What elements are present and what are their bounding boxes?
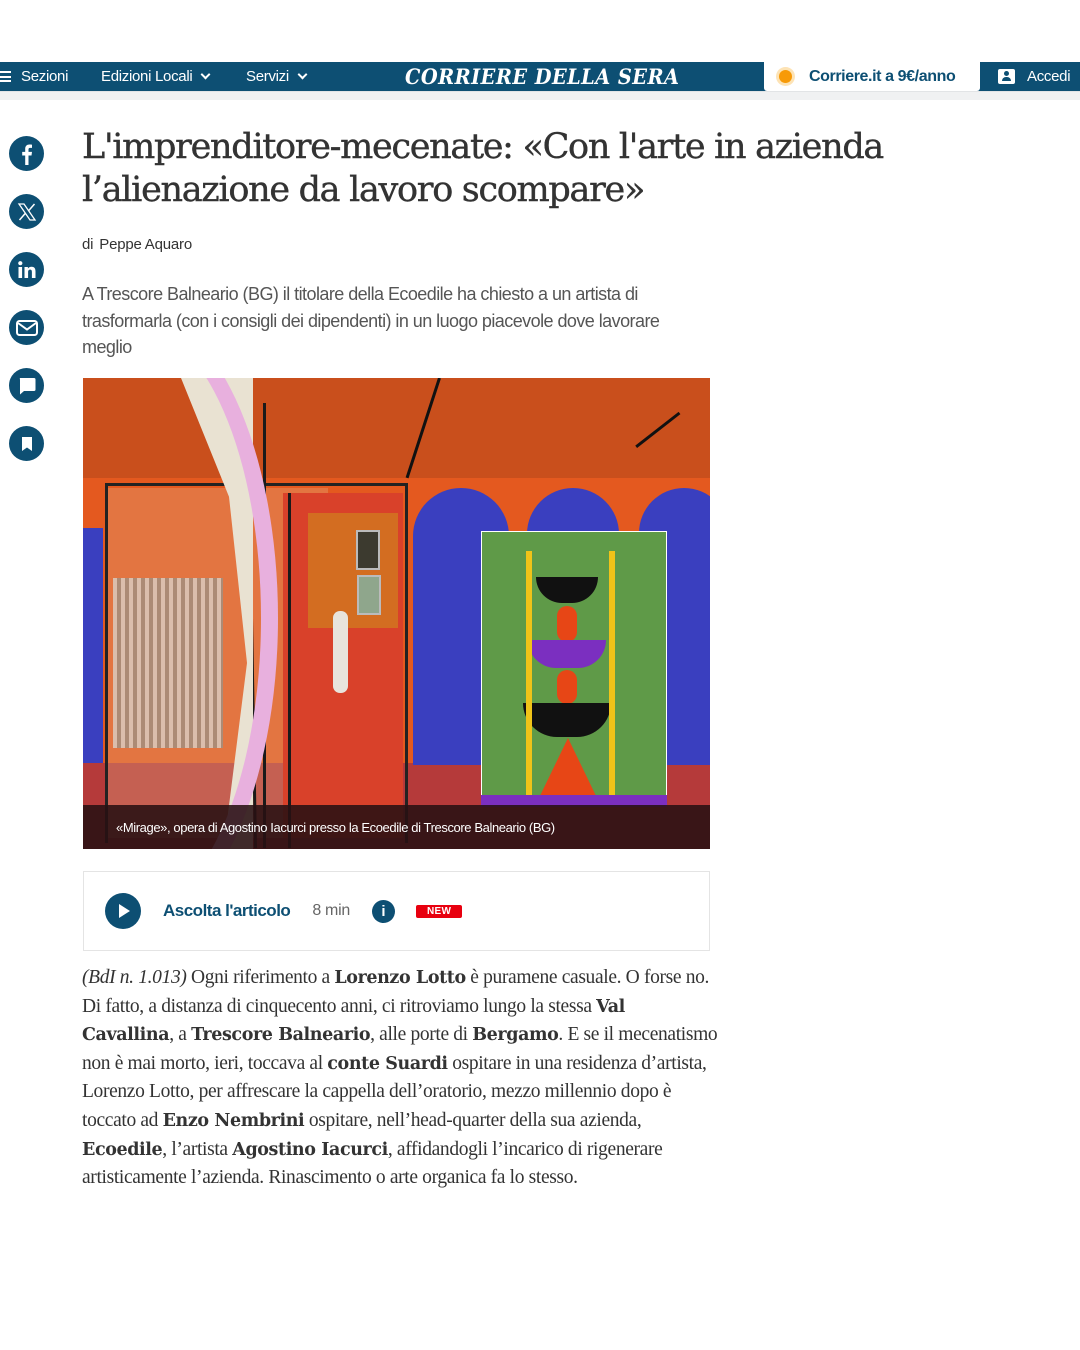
audio-duration: 8 min — [312, 902, 350, 919]
listen-article-link[interactable]: Ascolta l'articolo — [163, 901, 291, 920]
new-badge: NEW — [416, 905, 462, 918]
share-rail — [9, 136, 45, 484]
article-body — [82, 964, 722, 1193]
sections-menu-button[interactable] — [0, 62, 68, 91]
highlight-trescore-balneario: Trescore Balneario — [191, 1025, 371, 1046]
local-editions-dropdown[interactable] — [101, 62, 209, 91]
info-icon[interactable]: i — [372, 900, 395, 923]
comments-button[interactable] — [9, 368, 44, 403]
promo-dot-icon — [779, 70, 792, 83]
login-button[interactable] — [998, 62, 1070, 91]
body-text: , a — [169, 1024, 192, 1046]
highlight-conte-suardi: conte Suardi — [327, 1053, 448, 1074]
article-summary: A Trescore Balneario (BG) il titolare della Ecoedile ha chiesto a un artista di trasformarla (con i consigli dei dipendenti) in un luogo piacevole dove lavorare meglio — [82, 284, 660, 357]
highlight-agostino-iacurci: Agostino Iacurci — [232, 1139, 388, 1160]
body-text: , alle porte di — [370, 1024, 473, 1046]
facebook-icon — [17, 143, 37, 165]
linkedin-icon — [17, 260, 37, 280]
hamburger-icon — [0, 71, 11, 82]
highlight-val-cavallina: Val Cavallina — [82, 996, 625, 1046]
highlight-ecoedile: Ecoedile — [82, 1139, 163, 1160]
chevron-down-icon — [201, 69, 211, 79]
bookmark-button[interactable] — [9, 426, 44, 461]
byline-prefix: di — [82, 236, 94, 253]
share-x-button[interactable] — [9, 194, 44, 229]
body-text: , affidandogli l’incarico di rigenerare artisticamente l’azienda. Rinascimento o arte organica fa lo stesso. — [82, 1138, 663, 1189]
promo-label: Corriere.it a 9€/anno — [809, 67, 956, 85]
body-text: è puramene casuale. O forse no. Di fatto, a distanza di cinquecento anni, ci ritroviamo lungo la stessa — [82, 967, 710, 1017]
share-linkedin-button[interactable] — [9, 252, 44, 287]
subscription-promo-button[interactable] — [764, 62, 980, 91]
body-text: ospitare in una residenza d’artista, Lorenzo Lotto, per affrescare la cappella dell’oratorio, mezzo millennio dopo è toccato ad — [82, 1052, 707, 1131]
highlight-enzo-nembrini: Enzo Nembrini — [162, 1110, 305, 1131]
user-icon — [998, 69, 1015, 84]
local-editions-label: Edizioni Locali — [101, 68, 193, 85]
comment-icon — [17, 376, 37, 396]
audio-player — [83, 871, 710, 951]
highlight-lorenzo-lotto: Lorenzo Lotto — [334, 968, 466, 988]
highlight-bergamo: Bergamo — [472, 1025, 559, 1046]
login-label: Accedi — [1027, 68, 1071, 85]
body-text: ospitare, nell’head-quarter della sua azienda, — [304, 1109, 642, 1131]
hero-image — [83, 378, 710, 849]
top-navigation-bar — [0, 62, 1080, 91]
x-icon — [16, 201, 38, 223]
share-email-button[interactable] — [9, 310, 44, 345]
article-title: L'imprenditore-mecenate: «Con l'arte in azienda l’alienazione da lavoro scompare» — [82, 127, 883, 210]
chevron-down-icon — [297, 69, 307, 79]
play-button[interactable] — [105, 893, 141, 929]
body-text: Ogni riferimento a — [186, 967, 335, 988]
bookmark-icon — [20, 436, 34, 452]
body-text: , l’artista — [162, 1138, 233, 1160]
byline — [82, 236, 192, 253]
site-logo[interactable]: CORRIERE DELLA SERA — [405, 64, 680, 89]
email-icon — [15, 318, 39, 338]
issue-reference: (BdI n. 1.013) — [82, 967, 187, 988]
sections-label: Sezioni — [21, 68, 69, 85]
share-facebook-button[interactable] — [9, 136, 44, 171]
services-label: Servizi — [246, 68, 289, 85]
body-text: . E se il mecenatismo non è mai morto, ieri, toccava al — [82, 1024, 718, 1074]
services-dropdown[interactable] — [246, 62, 306, 91]
author-link[interactable]: Peppe Aquaro — [99, 236, 192, 253]
image-caption: «Mirage», opera di Agostino Iacurci presso la Ecoedile di Trescore Balneario (BG) — [83, 805, 710, 849]
